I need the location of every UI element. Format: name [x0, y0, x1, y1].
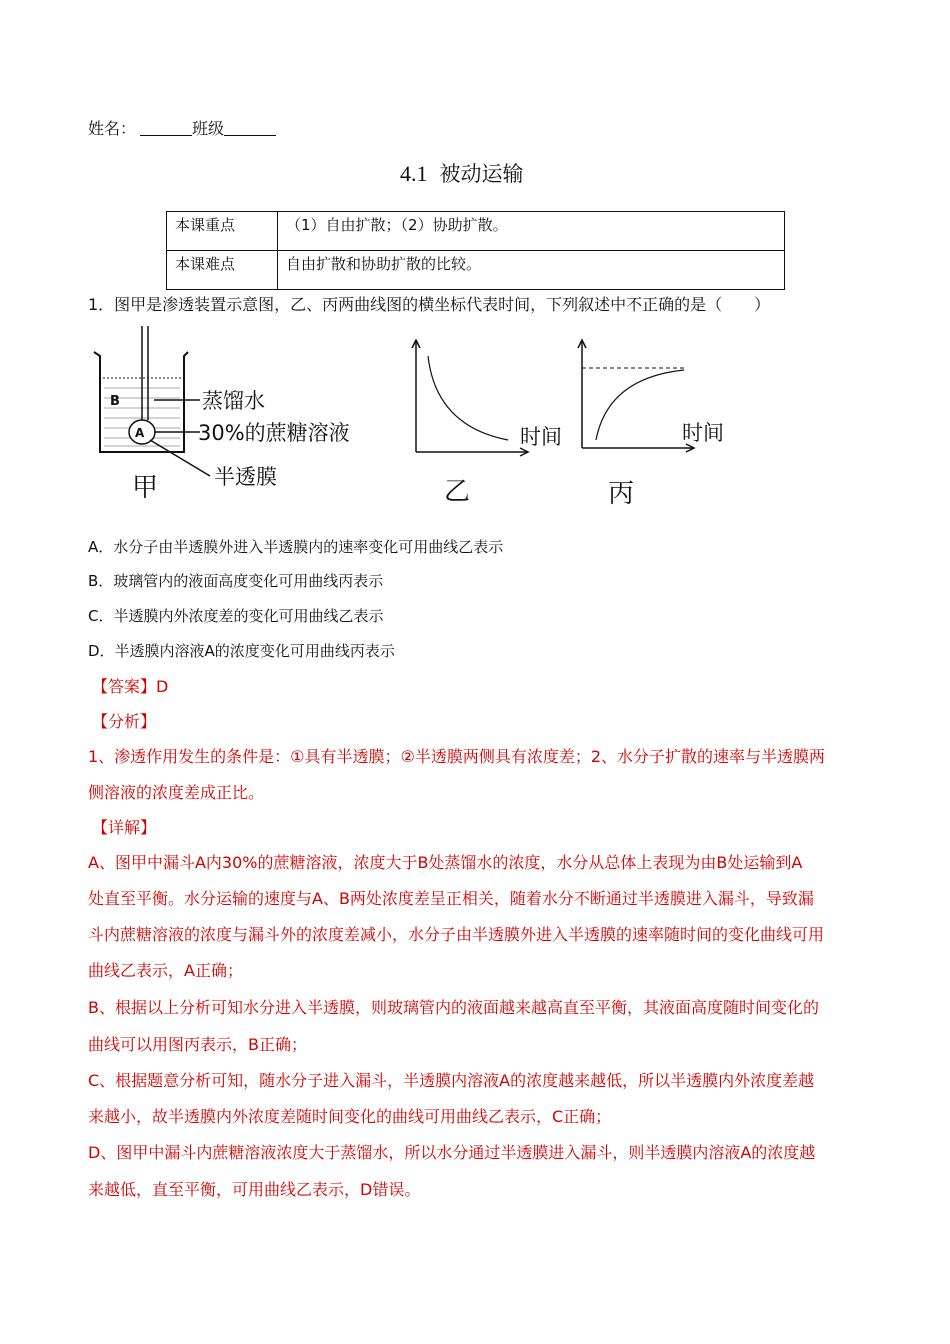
option-a: A．水分子由半透膜外进入半透膜内的速率变化可用曲线乙表示	[88, 538, 504, 556]
caption-bing: 丙	[608, 479, 635, 509]
student-info-line	[88, 116, 276, 139]
class-blank[interactable]	[224, 120, 276, 136]
graph-bing	[578, 340, 694, 452]
name-blank[interactable]	[140, 120, 192, 136]
answer: 【答案】D	[92, 677, 169, 696]
key-content: （1）自由扩散；（2）协助扩散。	[278, 212, 785, 251]
graph-yi	[412, 340, 528, 456]
label-a: A	[135, 426, 145, 440]
detail-line: C、根据题意分析可知，随水分子进入漏斗，半透膜内溶液A的浓度越来越低，所以半透膜内外浓度差越	[88, 1071, 815, 1090]
table-row	[167, 251, 785, 290]
caption-yi: 乙	[444, 477, 471, 507]
title-text: 被动运输	[439, 162, 524, 186]
option-b: B．玻璃管内的液面高度变化可用曲线丙表示	[88, 572, 384, 590]
difficulty-content: 自由扩散和协助扩散的比较。	[278, 251, 785, 290]
detail-line: 来越小，故半透膜内外浓度差随时间变化的曲线可用曲线乙表示，C正确；	[88, 1107, 612, 1126]
pointer-membrane	[150, 440, 210, 476]
xlabel-bing: 时间	[682, 421, 724, 445]
option-d: D．半透膜内溶液A的浓度变化可用曲线丙表示	[88, 642, 395, 660]
title-number: 4.1	[400, 161, 428, 186]
detail-line: B、根据以上分析可知水分进入半透膜，则玻璃管内的液面越来越高直至平衡，其液面高度随时间变化的	[88, 998, 819, 1017]
label-membrane: 半透膜	[214, 465, 277, 489]
label-b: B	[110, 394, 120, 409]
label-sucrose-solution: 30%的蔗糖溶液	[198, 421, 350, 445]
name-label: 姓名：	[88, 119, 137, 138]
table-row	[167, 212, 785, 251]
page-title	[400, 158, 524, 188]
detail-line: 斗内蔗糖溶液的浓度与漏斗外的浓度差减小，水分子由半透膜外进入半透膜的速率随时间的变化曲线可用	[88, 925, 825, 944]
detail-line: 来越低，直至平衡，可用曲线乙表示，D错误。	[88, 1180, 421, 1199]
detail-line: A、图甲中漏斗A内30%的蔗糖溶液，浓度大于B处蒸馏水的浓度，水分从总体上表现为由B处运输到A	[88, 853, 803, 872]
question-stem: 1．图甲是渗透装置示意图，乙、丙两曲线图的横坐标代表时间，下列叙述中不正确的是（ ）	[88, 295, 771, 314]
xlabel-yi: 时间	[520, 425, 562, 449]
label-distilled-water: 蒸馏水	[202, 389, 265, 413]
analysis-line: 1、渗透作用发生的条件是：①具有半透膜；②半透膜两侧具有浓度差；2、水分子扩散的速率与半透膜两	[88, 747, 826, 766]
key-points-table	[166, 211, 785, 290]
analysis-heading: 【分析】	[92, 712, 157, 731]
difficulty-label: 本课难点	[167, 251, 278, 290]
key-label: 本课重点	[167, 212, 278, 251]
decreasing-curve	[428, 356, 508, 440]
detail-line: 曲线乙表示，A正确；	[88, 961, 243, 980]
caption-jia: 甲	[132, 473, 159, 503]
detail-heading: 【详解】	[92, 818, 157, 837]
osmosis-figure	[88, 326, 768, 522]
class-label: 班级	[192, 119, 225, 138]
detail-line: 处直至平衡。水分运输的速度与A、B两处浓度差呈正相关，随着水分不断通过半透膜进入漏斗，导致漏	[88, 889, 814, 908]
analysis-line: 侧溶液的浓度差成正比。	[88, 783, 265, 802]
detail-line: 曲线可以用图丙表示，B正确；	[88, 1035, 307, 1054]
option-c: C．半透膜内外浓度差的变化可用曲线乙表示	[88, 607, 384, 625]
detail-line: D、图甲中漏斗内蔗糖溶液浓度大于蒸馏水，所以水分通过半透膜进入漏斗，则半透膜内溶液A的浓度越	[88, 1143, 816, 1162]
increasing-curve	[596, 370, 684, 440]
